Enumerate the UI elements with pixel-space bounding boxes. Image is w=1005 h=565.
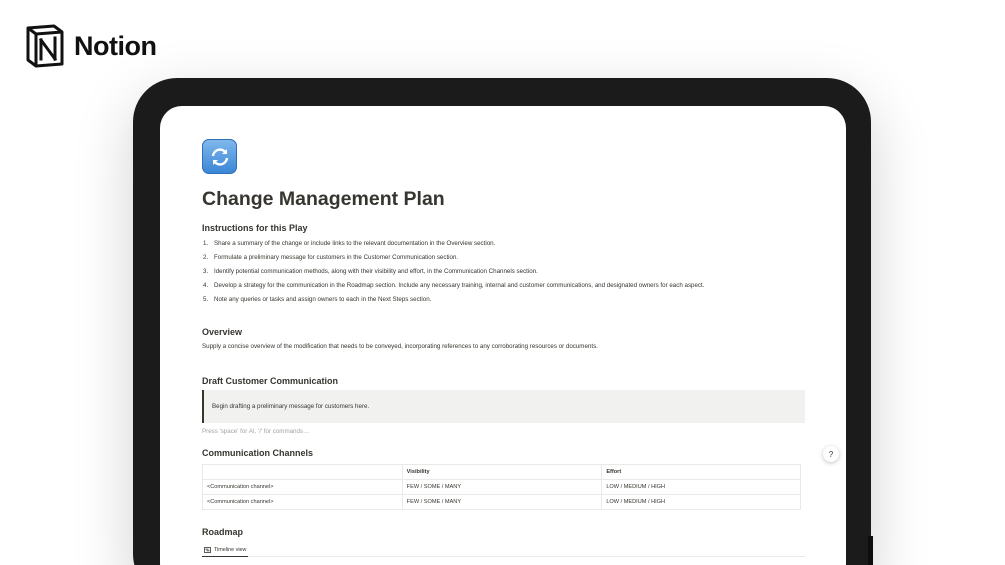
refresh-arrows-icon[interactable] xyxy=(202,139,237,174)
brand-name: Notion xyxy=(74,30,157,61)
list-item[interactable]: 5. Note any queries or tasks and assign owners to each in the Next Steps section. xyxy=(203,295,432,303)
table-cell[interactable]: FEW / SOME / MANY xyxy=(402,495,602,510)
table-row xyxy=(203,495,801,510)
list-item[interactable]: 4. Develop a strategy for the communication in the Roadmap section. Include any necessary training, internal and customer communications, and designated owners for each aspect. xyxy=(203,281,705,289)
roadmap-heading[interactable]: Roadmap xyxy=(202,527,244,537)
list-item[interactable]: 3. Identify potential communication methods, along with their visibility and effort, in the Communication Channels section. xyxy=(203,267,538,275)
draft-callout[interactable]: Begin drafting a preliminary message for customers here. xyxy=(202,390,805,423)
table-cell[interactable]: <Communication channel> xyxy=(203,495,403,510)
table-cell[interactable]: FEW / SOME / MANY xyxy=(402,480,602,495)
table-cell[interactable]: LOW / MEDIUM / HIGH xyxy=(602,480,801,495)
page-screen xyxy=(160,106,846,565)
help-button[interactable]: ? xyxy=(823,446,839,462)
table-row xyxy=(203,480,801,495)
list-item[interactable]: 1. Share a summary of the change or include links to the relevant documentation in the Overview section. xyxy=(203,240,496,248)
overview-text[interactable]: Supply a concise overview of the modification that needs to be conveyed, incorporating references to any corroborating resources or documents. xyxy=(202,343,598,350)
command-hint[interactable]: Press 'space' for AI, '/' for commands… xyxy=(202,428,310,435)
table-cell[interactable]: LOW / MEDIUM / HIGH xyxy=(602,495,801,510)
brand xyxy=(24,24,156,68)
roadmap-view-tabs xyxy=(202,543,805,557)
draft-heading[interactable]: Draft Customer Communication xyxy=(202,376,339,386)
channels-heading[interactable]: Communication Channels xyxy=(202,448,314,458)
instructions-heading[interactable]: Instructions for this Play xyxy=(202,223,308,233)
table-cell[interactable]: <Communication channel> xyxy=(203,480,403,495)
notion-logo-icon xyxy=(24,24,66,68)
column-header[interactable]: Effort xyxy=(602,465,801,480)
channels-table xyxy=(202,464,801,510)
page-title[interactable]: Change Management Plan xyxy=(202,188,445,210)
column-header[interactable] xyxy=(203,465,403,480)
timeline-icon xyxy=(204,547,211,553)
overview-heading[interactable]: Overview xyxy=(202,327,243,337)
column-header[interactable]: Visibility xyxy=(402,465,602,480)
table-header-row xyxy=(203,465,801,480)
tablet-edge xyxy=(868,536,873,565)
list-item[interactable]: 2. Formulate a preliminary message for customers in the Customer Communication section. xyxy=(203,254,459,262)
tab-timeline-view[interactable]: Timeline view xyxy=(202,543,248,557)
instructions-list xyxy=(202,237,802,306)
